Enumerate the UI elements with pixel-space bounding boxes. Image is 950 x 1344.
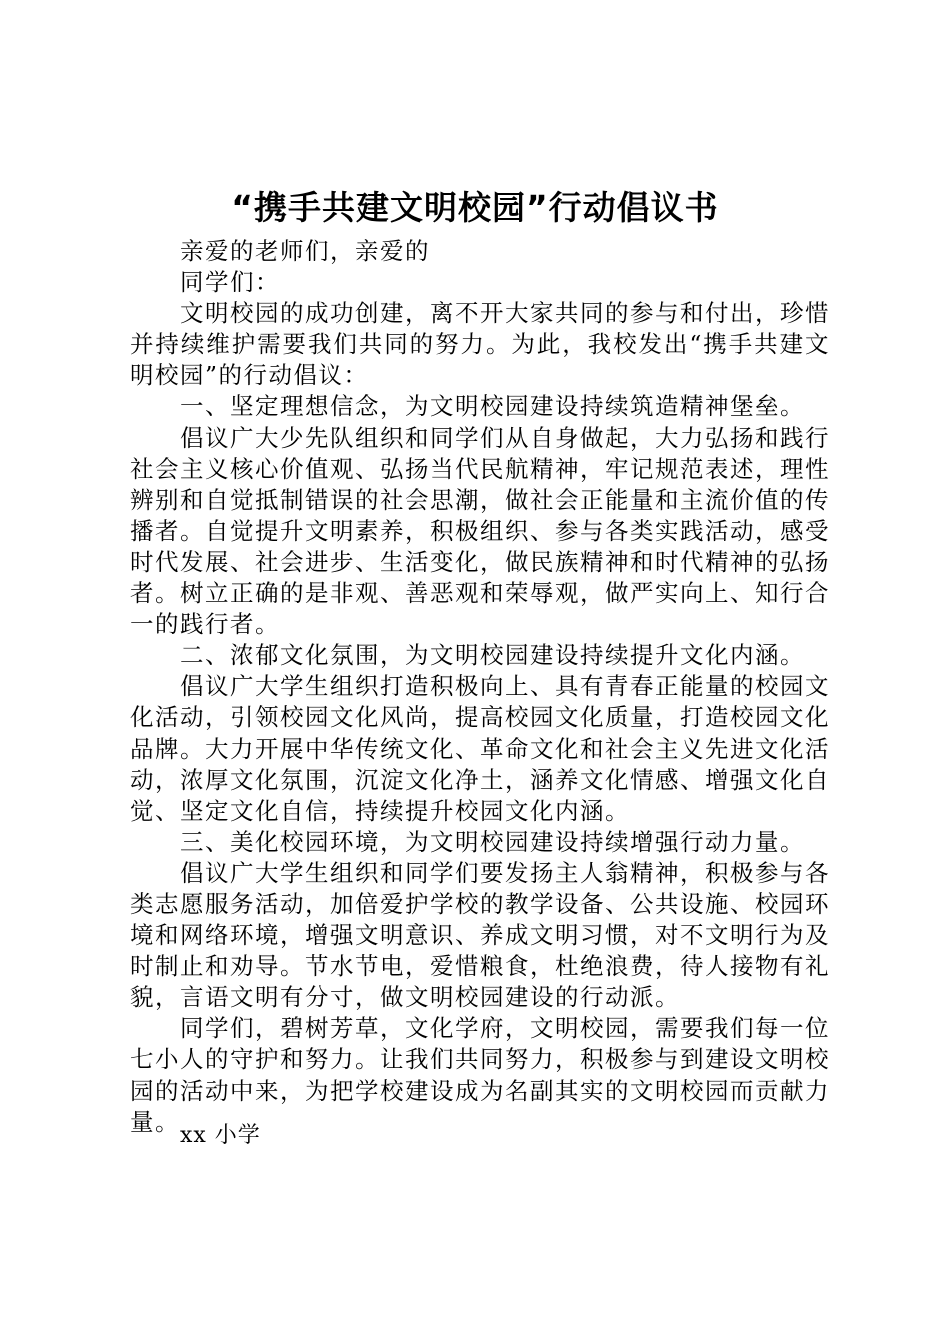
closing-paragraph: 同学们，碧树芳草，文化学府，文明校园，需要我们每一位七小人的守护和努力。让我们共同努力，积极参与到建设文明校园的活动中来，为把学校建设成为名副其实的文明校园而贡献力量。	[130, 1014, 830, 1136]
section-heading-1: 一、坚定理想信念，为文明校园建设持续筑造精神堡垒。	[180, 392, 805, 421]
section-paragraph-1: 倡议广大少先队组织和同学们从自身做起，大力弘扬和践行社会主义核心价值观、弘扬当代民航精神，牢记规范表述，理性辨别和自觉抵制错误的社会思潮，做社会正能量和主流价值的传播者。自觉提升文明素养，积极组织、参与各类实践活动，感受时代发展、社会进步、生活变化，做民族精神和时代精神的弘扬者。树立正确的是非观、善恶观和荣辱观，做严实向上、知行合一的践行者。	[130, 423, 830, 639]
section-paragraph-3: 倡议广大学生组织和同学们要发扬主人翁精神，积极参与各类志愿服务活动，加倍爱护学校的教学设备、公共设施、校园环境和网络环境，增强文明意识、养成文明习惯，对不文明行为及时制止和劝导。节水节电，爱惜粮食，杜绝浪费，待人接物有礼貌，言语文明有分寸，做文明校园建设的行动派。	[130, 858, 830, 1012]
section-paragraph-2: 倡议广大学生组织打造积极向上、具有青春正能量的校园文化活动，引领校园文化风尚，提高校园文化质量，打造校园文化品牌。大力开展中华传统文化、革命文化和社会主义先进文化活动，浓厚文化氛围，沉淀文化净土，涵养文化情感、增强文化自觉、坚定文化自信，持续提升校园文化内涵。	[130, 672, 830, 825]
greeting-line-2: 同学们：	[180, 268, 280, 297]
intro-paragraph: 文明校园的成功创建，离不开大家共同的参与和付出，珍惜并持续维护需要我们共同的努力。为此，我校发出“携手共建文明校园”的行动倡议：	[130, 299, 830, 390]
greeting-line-1: 亲爱的老师们，亲爱的	[180, 237, 430, 265]
section-heading-2: 二、浓郁文化氛围，为文明校园建设持续提升文化内涵。	[180, 641, 805, 670]
signature: xx 小学	[180, 1123, 261, 1148]
section-heading-3: 三、美化校园环境，为文明校园建设持续增强行动力量。	[180, 827, 805, 856]
document-body	[130, 236, 830, 1138]
document-title: “携手共建文明校园”行动倡议书	[231, 188, 719, 227]
